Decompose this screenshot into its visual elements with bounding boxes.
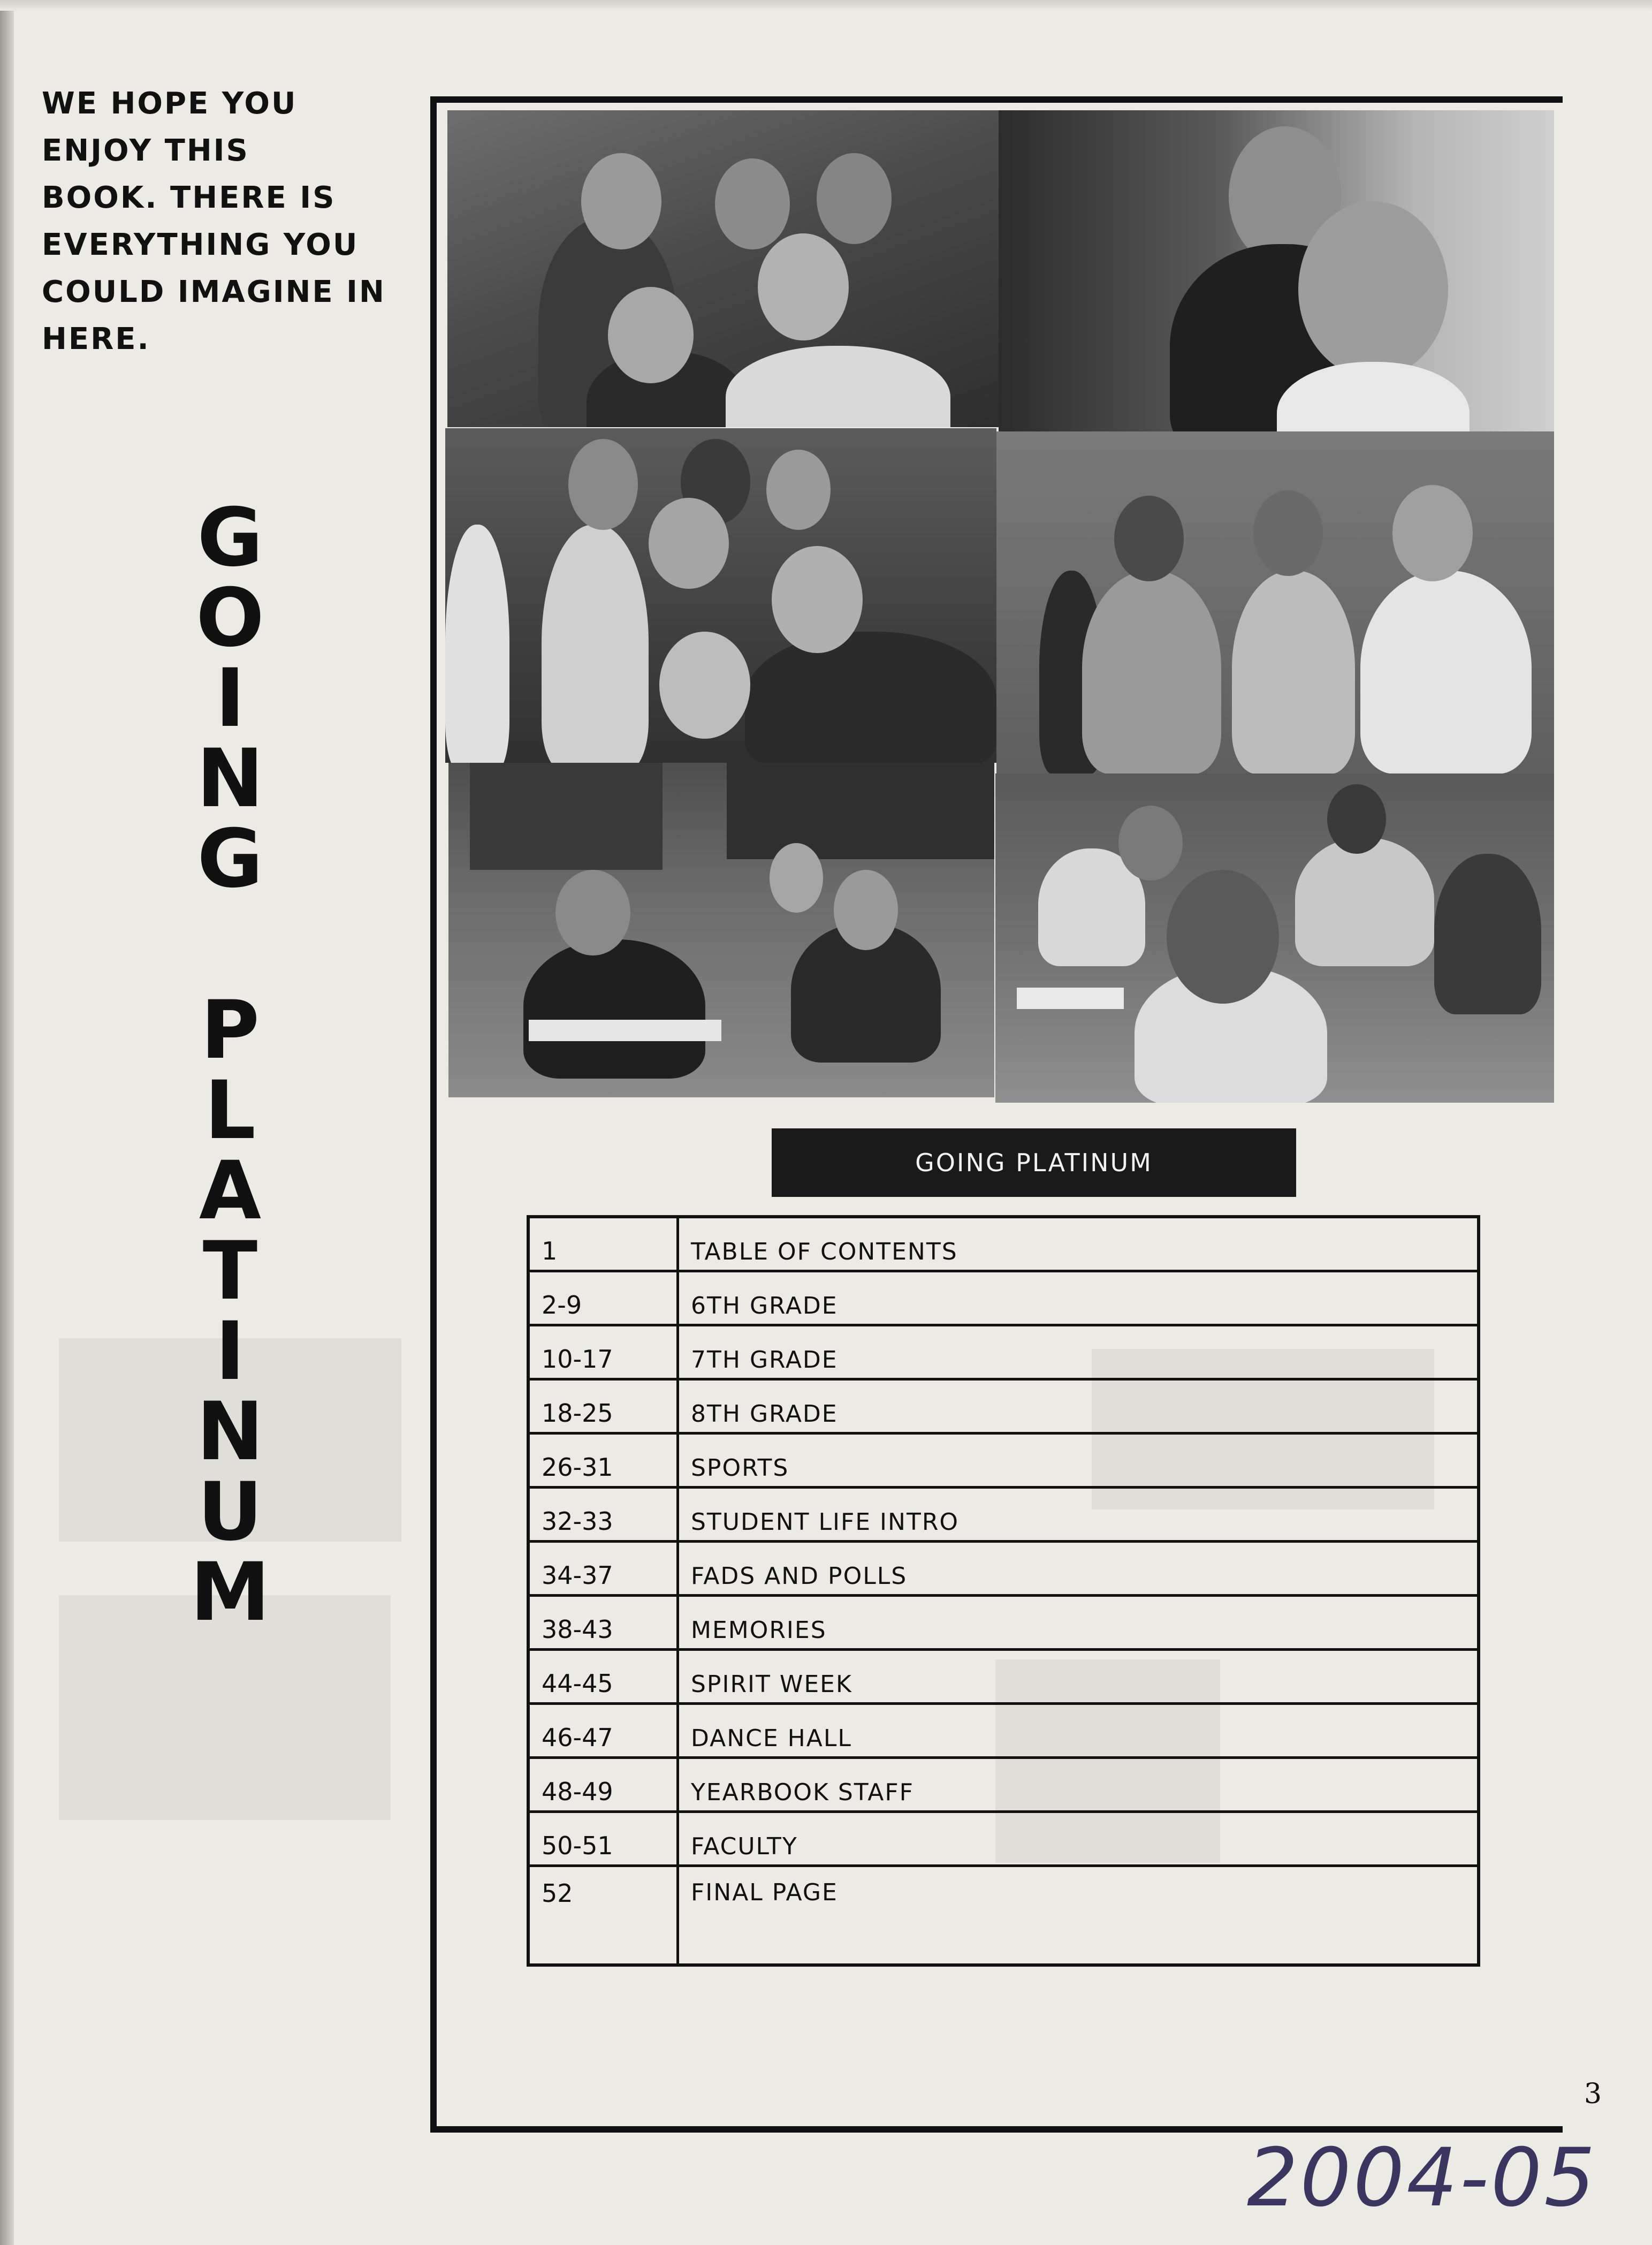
toc-title: 7TH GRADE <box>678 1325 1479 1379</box>
toc-pages: 46-47 <box>528 1704 678 1758</box>
title-letter: M <box>190 1546 270 1639</box>
toc-title: FACULTY <box>678 1812 1479 1866</box>
toc-pages: 38-43 <box>528 1596 678 1650</box>
intro-message <box>42 80 416 363</box>
toc-title: MEMORIES <box>678 1596 1479 1650</box>
title-letter: N <box>196 1385 264 1478</box>
toc-pages: 10-17 <box>528 1325 678 1379</box>
page-top-shadow <box>0 0 1652 11</box>
toc-title: FADS AND POLLS <box>678 1542 1479 1596</box>
table-row <box>528 1217 1479 1271</box>
intro-line: COULD IMAGINE IN <box>42 275 386 309</box>
title-letter: U <box>197 1466 263 1559</box>
intro-line: WE HOPE YOU <box>42 86 298 121</box>
toc-title: STUDENT LIFE INTRO <box>678 1488 1479 1542</box>
frame-cap <box>1541 96 1556 103</box>
intro-line: HERE. <box>42 322 150 357</box>
vertical-title-going-platinum <box>182 491 278 1639</box>
table-row <box>528 1488 1479 1542</box>
toc-title: TABLE OF CONTENTS <box>678 1217 1479 1271</box>
page-binding-edge <box>0 0 14 2245</box>
toc-pages: 50-51 <box>528 1812 678 1866</box>
toc-pages: 44-45 <box>528 1650 678 1704</box>
photo-student-crowd <box>445 428 996 763</box>
table-row <box>528 1434 1479 1488</box>
intro-line: EVERYTHING YOU <box>42 227 359 262</box>
toc-title: 8TH GRADE <box>678 1379 1479 1434</box>
title-letter: A <box>199 1144 262 1238</box>
toc-title: SPIRIT WEEK <box>678 1650 1479 1704</box>
title-letter: L <box>204 1064 256 1157</box>
table-row <box>528 1704 1479 1758</box>
toc-pages: 32-33 <box>528 1488 678 1542</box>
photo-classroom-library <box>448 763 994 1097</box>
table-row <box>528 1379 1479 1434</box>
title-letter: N <box>196 732 264 825</box>
photo-girls-group <box>447 110 999 427</box>
photo-classroom-desks <box>995 773 1554 1103</box>
intro-line: ENJOY THIS <box>42 133 249 168</box>
table-row <box>528 1650 1479 1704</box>
photo-two-boys <box>999 110 1554 431</box>
title-letter: P <box>201 984 260 1077</box>
toc-pages: 26-31 <box>528 1434 678 1488</box>
toc-title: SPORTS <box>678 1434 1479 1488</box>
table-row <box>528 1758 1479 1812</box>
title-letter: G <box>197 813 263 906</box>
intro-line: BOOK. THERE IS <box>42 180 336 215</box>
title-letter: I <box>215 652 245 745</box>
title-letter: G <box>197 491 263 585</box>
table-row <box>528 1866 1479 1966</box>
page-number: 3 <box>1584 2078 1602 2110</box>
toc-pages: 48-49 <box>528 1758 678 1812</box>
title-letter: O <box>196 572 264 665</box>
toc-pages: 34-37 <box>528 1542 678 1596</box>
table-of-contents <box>527 1215 1480 1967</box>
toc-title: FINAL PAGE <box>678 1866 1479 1966</box>
toc-title: YEARBOOK STAFF <box>678 1758 1479 1812</box>
table-row <box>528 1596 1479 1650</box>
table-row <box>528 1325 1479 1379</box>
title-letter: T <box>202 1225 258 1318</box>
table-row <box>528 1542 1479 1596</box>
toc-pages: 52 <box>528 1866 678 1966</box>
title-letter: I <box>215 1305 245 1398</box>
photo-three-girls <box>996 431 1554 774</box>
toc-title: 6TH GRADE <box>678 1271 1479 1325</box>
table-row <box>528 1812 1479 1866</box>
toc-pages: 1 <box>528 1217 678 1271</box>
table-row <box>528 1271 1479 1325</box>
toc-pages: 2-9 <box>528 1271 678 1325</box>
toc-banner: GOING PLATINUM <box>772 1128 1296 1197</box>
toc-pages: 18-25 <box>528 1379 678 1434</box>
handwritten-year-note: 2004-05 <box>1247 2132 1597 2225</box>
toc-title: DANCE HALL <box>678 1704 1479 1758</box>
